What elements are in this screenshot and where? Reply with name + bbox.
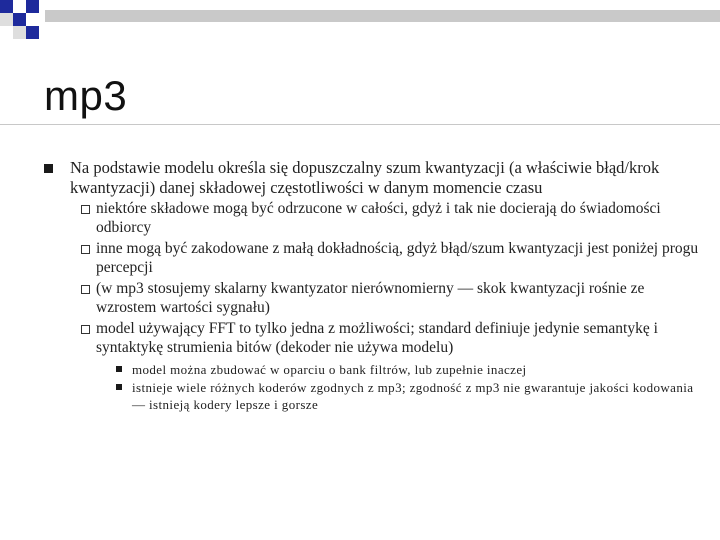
deco-square xyxy=(0,26,13,39)
sub-bullet-text: (w mp3 stosujemy skalarny kwantyzator nierównomierny — skok kwantyzacji rośnie ze wzrostem wartości sygnału) xyxy=(96,280,645,316)
deco-square xyxy=(26,26,39,39)
sub-bullet-text: model używający FFT to tylko jedna z możliwości; standard definiuje jedynie semantykę i syntaktykę strumienia bitów (dekoder nie używa modelu) xyxy=(96,320,658,356)
sub-bullet-text: inne mogą być zakodowane z małą dokładnością, gdyż błąd/szum kwantyzacji jest poniżej progu percepcji xyxy=(96,240,699,276)
sub-bullet-text: niektóre składowe mogą być odrzucone w całości, gdyż i tak nie docierają do świadomości odbiorcy xyxy=(96,200,661,236)
sub-bullet xyxy=(44,320,704,357)
small-square-bullet-icon xyxy=(116,366,122,372)
sub-sub-bullet xyxy=(44,379,704,413)
deco-square xyxy=(0,13,13,26)
title-divider xyxy=(0,124,720,125)
deco-square xyxy=(0,0,13,13)
deco-square xyxy=(13,26,26,39)
deco-square xyxy=(13,13,26,26)
bullet-level1 xyxy=(44,158,704,198)
square-bullet-icon xyxy=(44,164,53,173)
hollow-square-icon xyxy=(81,325,90,334)
sub-bullet-list xyxy=(44,200,704,357)
header-decoration xyxy=(0,0,720,60)
hollow-square-icon xyxy=(81,205,90,214)
sub-sub-bullet-text: istnieje wiele różnych koderów zgodnych z mp3; zgodność z mp3 nie gwarantuje jakości kodowania — istnieją kodery lepsze i gorsze xyxy=(132,380,694,412)
hollow-square-icon xyxy=(81,245,90,254)
deco-square xyxy=(26,13,39,26)
deco-square xyxy=(13,0,26,13)
slide-title: mp3 xyxy=(44,72,128,119)
hollow-square-icon xyxy=(81,285,90,294)
bullet-text: Na podstawie modelu określa się dopuszczalny szum kwantyzacji (a właściwie błąd/krok kwantyzacji) danej składowej częstotliwości w danym momencie czasu xyxy=(70,158,660,197)
sub-bullet xyxy=(44,200,704,237)
small-square-bullet-icon xyxy=(116,384,122,390)
sub-bullet xyxy=(44,240,704,277)
sub-bullet xyxy=(44,280,704,317)
slide-content xyxy=(44,158,704,414)
deco-square xyxy=(26,0,39,13)
sub-sub-bullet-text: model można zbudować w oparciu o bank filtrów, lub zupełnie inaczej xyxy=(132,362,527,377)
sub-sub-bullet xyxy=(44,361,704,378)
header-gray-bar xyxy=(45,10,720,22)
sub-sub-bullet-list xyxy=(44,361,704,413)
